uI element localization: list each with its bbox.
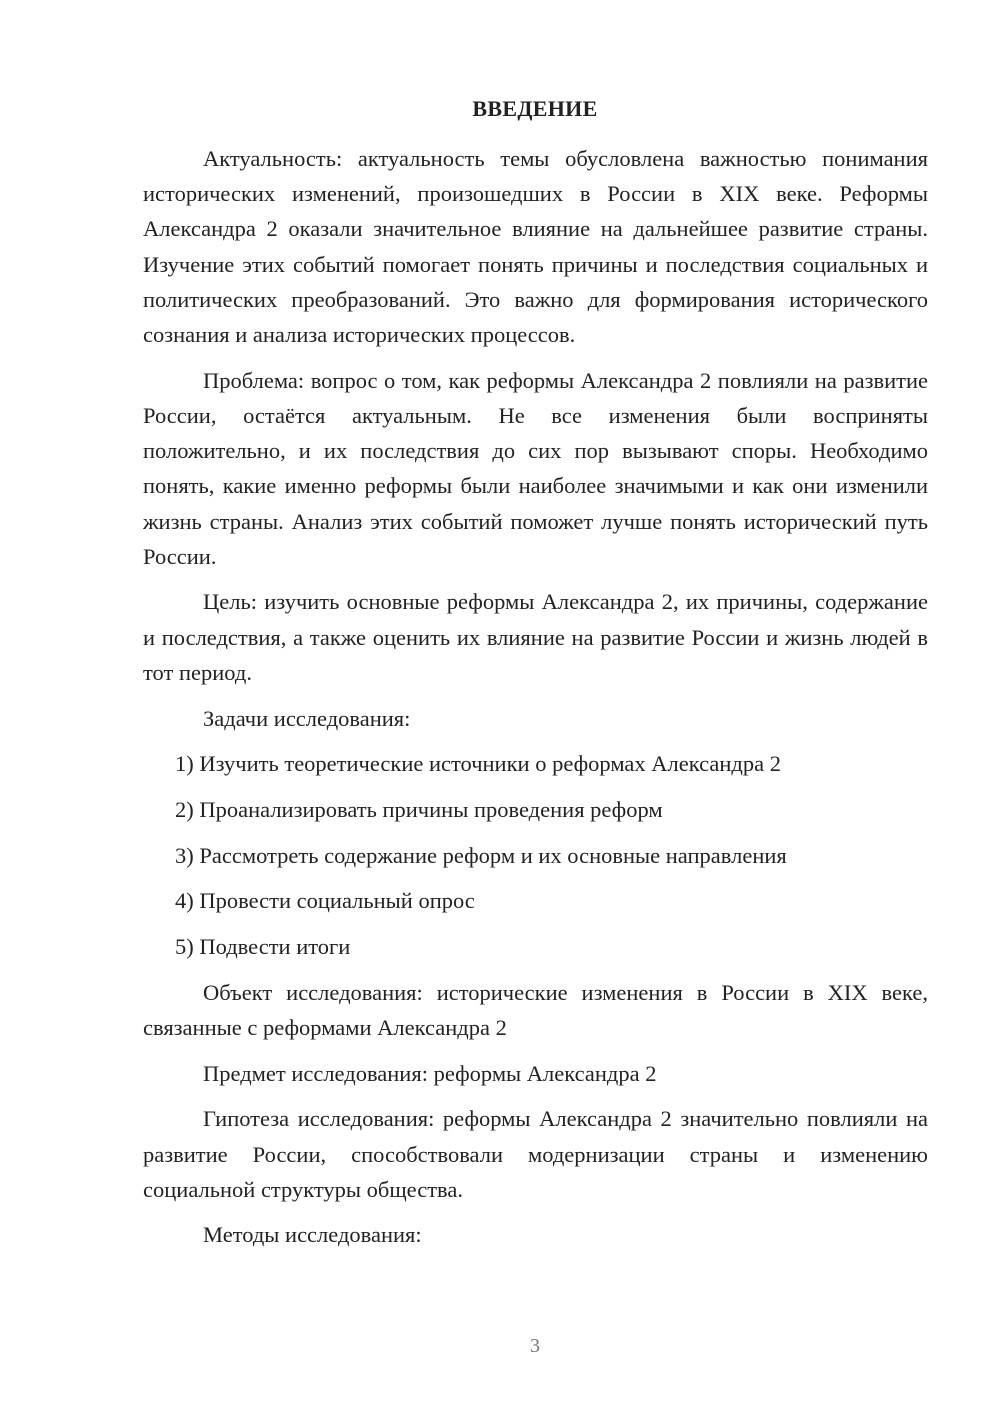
task-item: 4) Провести социальный опрос	[175, 888, 475, 914]
goal-paragraph: Цель: изучить основные реформы Александра 2, их причины, содержание и последствия, а также оценить их влияние на развитие России и жизнь людей в тот период.	[143, 589, 928, 685]
page-number: 3	[530, 1335, 540, 1357]
subject-paragraph: Предмет исследования: реформы Александра 2	[203, 1060, 657, 1086]
methods-paragraph: Методы исследования:	[203, 1222, 422, 1248]
relevance-paragraph: Актуальность: актуальность темы обусловлена важностью понимания исторических изменений, произошедших в России в XIX веке. Реформы Александра 2 оказали значительное влияние на дальнейшее развитие страны. Изучение этих событий помогает понять причины и последствия социальных и политических преобразований. Это важно для формирования исторического сознания и анализа исторических процессов.	[143, 146, 928, 348]
task-item: 5) Подвести итоги	[175, 934, 351, 960]
hypothesis-paragraph: Гипотеза исследования: реформы Александра 2 значительно повлияли на развитие России, способствовали модернизации страны и изменению социальной структуры общества.	[143, 1106, 928, 1202]
task-item: 2) Проанализировать причины проведения реформ	[175, 796, 663, 822]
document-body	[143, 141, 928, 1263]
object-paragraph: Объект исследования: исторические изменения в России в XIX веке, связанные с реформами Александра 2	[143, 979, 928, 1040]
problem-paragraph: Проблема: вопрос о том, как реформы Александра 2 повлияли на развитие России, остаётся актуальным. Не все изменения были восприняты положительно, и их последствия до сих пор вызывают споры. Необходимо понять, какие именно реформы были наиболее значимыми и как они изменили жизнь страны. Анализ этих событий поможет лучше понять исторический путь России.	[143, 367, 928, 569]
task-item: 1) Изучить теоретические источники о реформах Александра 2	[175, 751, 781, 777]
task-item: 3) Рассмотреть содержание реформ и их основные направления	[175, 842, 787, 868]
page-title: ВВЕДЕНИЕ	[472, 96, 598, 121]
tasks-heading: Задачи исследования:	[203, 705, 411, 731]
